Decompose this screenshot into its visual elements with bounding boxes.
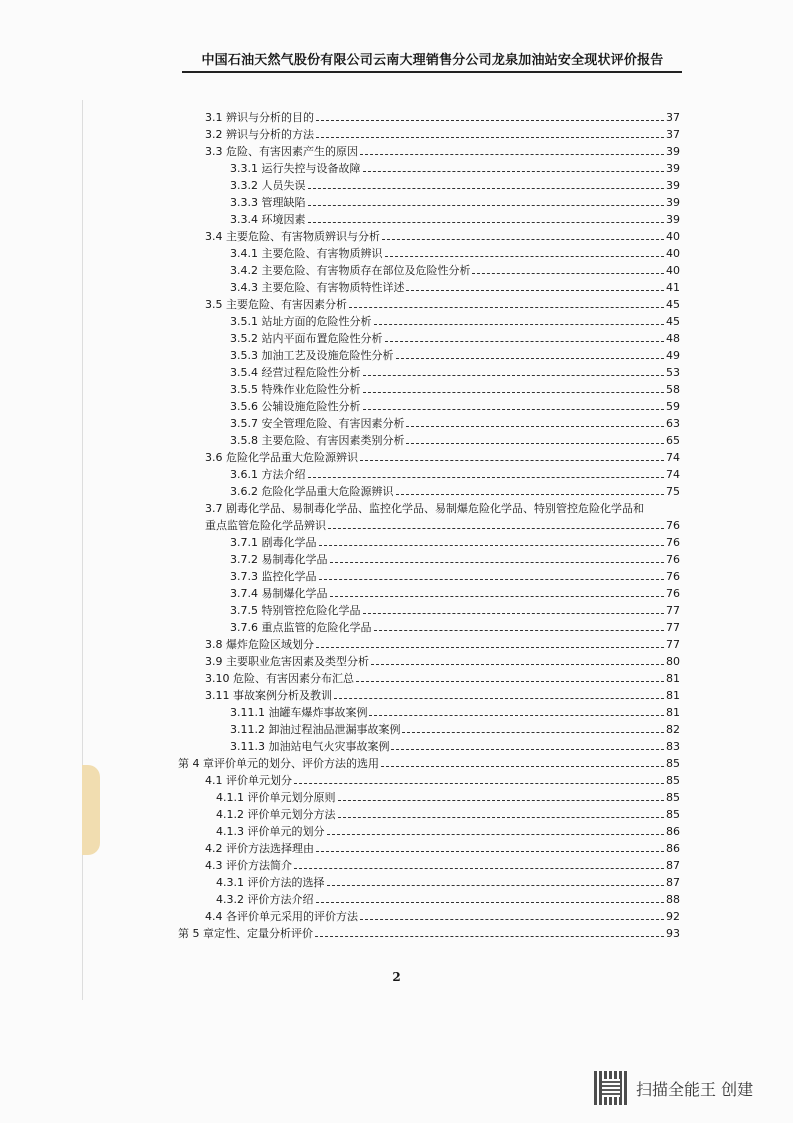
dot-leader [316,137,664,138]
scanner-watermark [594,1071,753,1105]
toc-entry-title: 3.11 事故案例分析及教训 [205,689,332,702]
toc-entry-page: 58 [666,383,680,396]
toc-entry-page: 83 [666,740,680,753]
toc-entry-title: 3.3.1 运行失控与设备故障 [230,162,361,175]
toc-entry-page: 75 [666,485,680,498]
toc-entry-title: 3.5.6 公辅设施危险性分析 [230,400,361,413]
toc-entry-page: 92 [666,910,680,923]
toc-entry [178,330,680,347]
toc-entry-title: 3.5 主要危险、有害因素分析 [205,298,347,311]
toc-entry-title: 3.2 辨识与分析的方法 [205,128,314,141]
dot-leader [294,868,664,869]
toc-entry [178,381,680,398]
toc-entry-page: 37 [666,111,680,124]
toc-entry-page: 88 [666,893,680,906]
toc-entry-title: 3.4.1 主要危险、有害物质辨识 [230,247,383,260]
toc-entry-title: 第 5 章定性、定量分析评价 [178,927,313,940]
toc-entry [178,415,680,432]
toc-entry [178,602,680,619]
toc-entry [178,653,680,670]
toc-entry-title: 3.3 危险、有害因素产生的原因 [205,145,358,158]
toc-entry-page: 49 [666,349,680,362]
toc-entry-page: 53 [666,366,680,379]
scanner-thumb-shadow [82,765,100,855]
toc-entry-page: 63 [666,417,680,430]
dot-leader [396,494,665,495]
dot-leader [334,698,664,699]
toc-entry-page: 65 [666,434,680,447]
toc-entry [178,364,680,381]
toc-entry-page: 39 [666,196,680,209]
toc-entry [178,806,680,823]
toc-entry-page: 77 [666,604,680,617]
dot-leader [363,613,665,614]
dot-leader [396,358,665,359]
toc-entry [178,126,680,143]
toc-entry-page: 41 [666,281,680,294]
dot-leader [327,834,665,835]
watermark-text: 扫描全能王 创建 [636,1079,754,1099]
toc-entry-title: 3.5.4 经营过程危险性分析 [230,366,361,379]
dot-leader [472,273,664,274]
toc-entry-title: 第 4 章评价单元的划分、评价方法的选用 [178,757,379,770]
toc-entry-page: 77 [666,638,680,651]
dot-leader [356,681,664,682]
toc-entry-page: 76 [666,587,680,600]
dot-leader [406,290,664,291]
toc-entry-page: 40 [666,264,680,277]
dot-leader [316,902,665,903]
toc-entry-title: 3.4 主要危险、有害物质辨识与分析 [205,230,380,243]
toc-entry-title: 4.3.2 评价方法介绍 [216,893,314,906]
dot-leader [360,154,664,155]
toc-entry [178,840,680,857]
toc-entry-title: 3.6.2 危险化学品重大危险源辨识 [230,485,394,498]
toc-entry [178,177,680,194]
toc-entry-page: 76 [666,519,680,532]
dot-leader [330,562,665,563]
toc-entry-page: 37 [666,128,680,141]
dot-leader [316,647,664,648]
dot-leader [315,936,664,937]
toc-entry [178,908,680,925]
toc-entry-title: 4.1.1 评价单元划分原则 [216,791,336,804]
toc-entry-page: 39 [666,162,680,175]
toc-entry [178,534,680,551]
toc-entry [178,704,680,721]
toc-entry [178,823,680,840]
dot-leader [360,919,664,920]
toc-entry [178,211,680,228]
toc-entry-title: 3.11.3 加油站电气火灾事故案例 [230,740,390,753]
toc-entry-title: 3.9 主要职业危害因素及类型分析 [205,655,369,668]
toc-entry-title: 4.2 评价方法选择理由 [205,842,314,855]
toc-entry-title: 3.1 辨识与分析的目的 [205,111,314,124]
dot-leader [349,307,664,308]
toc-entry-page: 45 [666,315,680,328]
toc-entry [178,466,680,483]
toc-entry [178,262,680,279]
toc-entry [178,789,680,806]
toc-entry [178,772,680,789]
dot-leader [402,732,664,733]
toc-entry-title: 3.7.3 监控化学品 [230,570,317,583]
toc-entry-page: 40 [666,230,680,243]
toc-entry-page: 77 [666,621,680,634]
toc-entry-title: 3.7.4 易制爆化学品 [230,587,328,600]
dot-leader [294,783,664,784]
toc-entry-title: 3.7.2 易制毒化学品 [230,553,328,566]
toc-entry-page: 74 [666,451,680,464]
toc-entry [178,296,680,313]
dot-leader [327,885,665,886]
toc-entry [178,670,680,687]
table-of-contents [178,109,680,942]
toc-entry-title: 3.8 爆炸危险区域划分 [205,638,314,651]
toc-entry [178,228,680,245]
dot-leader [374,630,665,631]
toc-entry-page: 76 [666,536,680,549]
dot-leader [316,851,664,852]
toc-entry-title: 3.5.1 站址方面的危险性分析 [230,315,372,328]
toc-entry-title: 3.5.3 加油工艺及设施危险性分析 [230,349,394,362]
toc-entry [178,891,680,908]
dot-leader [338,800,665,801]
toc-entry-page: 85 [666,774,680,787]
dot-leader [385,341,665,342]
toc-entry [178,160,680,177]
toc-entry [178,925,680,942]
toc-entry [178,721,680,738]
toc-entry [178,636,680,653]
dot-leader [391,749,664,750]
page-header-title: 中国石油天然气股份有限公司云南大理销售分公司龙泉加油站安全现状评价报告 [201,53,664,68]
toc-entry-title: 3.4.2 主要危险、有害物质存在部位及危险性分析 [230,264,471,277]
toc-entry-title: 3.5.2 站内平面布置危险性分析 [230,332,383,345]
toc-entry-title: 3.6 危险化学品重大危险源辨识 [205,451,358,464]
qr-code-icon [594,1071,628,1105]
toc-entry [178,347,680,364]
dot-leader [316,120,664,121]
toc-entry-page: 76 [666,570,680,583]
toc-entry-title: 4.1.3 评价单元的划分 [216,825,325,838]
toc-entry-title: 4.1.2 评价单元划分方法 [216,808,336,821]
page-edge [82,100,83,1000]
toc-entry-page: 39 [666,213,680,226]
toc-entry-title: 4.4 各评价单元采用的评价方法 [205,910,358,923]
toc-entry-page: 48 [666,332,680,345]
toc-entry [178,449,680,466]
dot-leader [406,426,664,427]
dot-leader [363,171,665,172]
toc-entry-page: 82 [666,723,680,736]
toc-entry-title: 3.3.3 管理缺陷 [230,196,306,209]
dot-leader [381,766,664,767]
toc-entry-page: 85 [666,791,680,804]
toc-entry-title: 3.6.1 方法介绍 [230,468,306,481]
toc-entry-title: 3.7.1 剧毒化学品 [230,536,317,549]
dot-leader [319,545,665,546]
toc-entry [178,857,680,874]
toc-entry [178,568,680,585]
toc-entry [178,109,680,126]
toc-entry-title: 4.1 评价单元划分 [205,774,292,787]
toc-entry [178,194,680,211]
toc-entry-page: 85 [666,808,680,821]
toc-entry-title: 3.5.5 特殊作业危险性分析 [230,383,361,396]
dot-leader [382,239,664,240]
toc-entry [178,313,680,330]
dot-leader [374,324,665,325]
dot-leader [369,715,664,716]
toc-entry-title: 3.7.6 重点监管的危险化学品 [230,621,372,634]
toc-entry-title: 4.3.1 评价方法的选择 [216,876,325,889]
toc-entry-page: 87 [666,876,680,889]
toc-entry-page: 45 [666,298,680,311]
dot-leader [385,256,665,257]
toc-entry-page: 86 [666,825,680,838]
toc-entry [178,585,680,602]
toc-entry-page: 80 [666,655,680,668]
toc-entry-page: 87 [666,859,680,872]
toc-entry [178,874,680,891]
toc-entry-title: 3.10 危险、有害因素分布汇总 [205,672,354,685]
toc-entry [178,551,680,568]
header-rule [182,71,682,73]
dot-leader [319,579,665,580]
dot-leader [371,664,664,665]
toc-entry-page: 85 [666,757,680,770]
toc-entry [178,279,680,296]
dot-leader [363,409,665,410]
toc-entry [178,483,680,500]
toc-entry-title: 3.5.8 主要危险、有害因素类别分析 [230,434,405,447]
dot-leader [406,443,664,444]
toc-entry [178,755,680,772]
toc-entry-page: 81 [666,672,680,685]
toc-entry-page: 81 [666,706,680,719]
toc-entry [178,619,680,636]
dot-leader [363,392,665,393]
toc-entry [178,398,680,415]
page-number: 2 [392,970,401,984]
toc-entry-title: 3.4.3 主要危险、有害物质特性详述 [230,281,405,294]
toc-entry [178,687,680,704]
dot-leader [308,477,665,478]
dot-leader [330,596,665,597]
toc-entry [178,432,680,449]
toc-entry [178,245,680,262]
toc-entry-page: 76 [666,553,680,566]
dot-leader [328,528,664,529]
toc-entry-title: 3.5.7 安全管理危险、有害因素分析 [230,417,405,430]
toc-entry-title: 3.3.2 人员失误 [230,179,306,192]
dot-leader [338,817,665,818]
toc-entry-title-continued: 重点监管危险化学品辨识 [205,519,326,532]
toc-entry-title: 4.3 评价方法简介 [205,859,292,872]
dot-leader [363,375,665,376]
toc-entry-page: 39 [666,179,680,192]
dot-leader [308,188,665,189]
toc-entry-page: 74 [666,468,680,481]
toc-entry-title: 3.11.1 油罐车爆炸事故案例 [230,706,368,719]
toc-entry-page: 40 [666,247,680,260]
dot-leader [308,222,665,223]
toc-entry-title: 3.3.4 环境因素 [230,213,306,226]
toc-entry-page: 39 [666,145,680,158]
toc-entry [178,738,680,755]
toc-entry-page: 59 [666,400,680,413]
toc-entry-title: 3.7.5 特别管控危险化学品 [230,604,361,617]
toc-entry-title: 3.11.2 卸油过程油品泄漏事故案例 [230,723,401,736]
toc-entry-page: 81 [666,689,680,702]
toc-entry [178,500,680,534]
dot-leader [360,460,664,461]
toc-entry [178,143,680,160]
toc-entry-page: 93 [666,927,680,940]
toc-entry-page: 86 [666,842,680,855]
dot-leader [308,205,665,206]
toc-entry-title: 3.7 剧毒化学品、易制毒化学品、监控化学品、易制爆危险化学品、特别管控危险化学品和 [205,502,644,515]
